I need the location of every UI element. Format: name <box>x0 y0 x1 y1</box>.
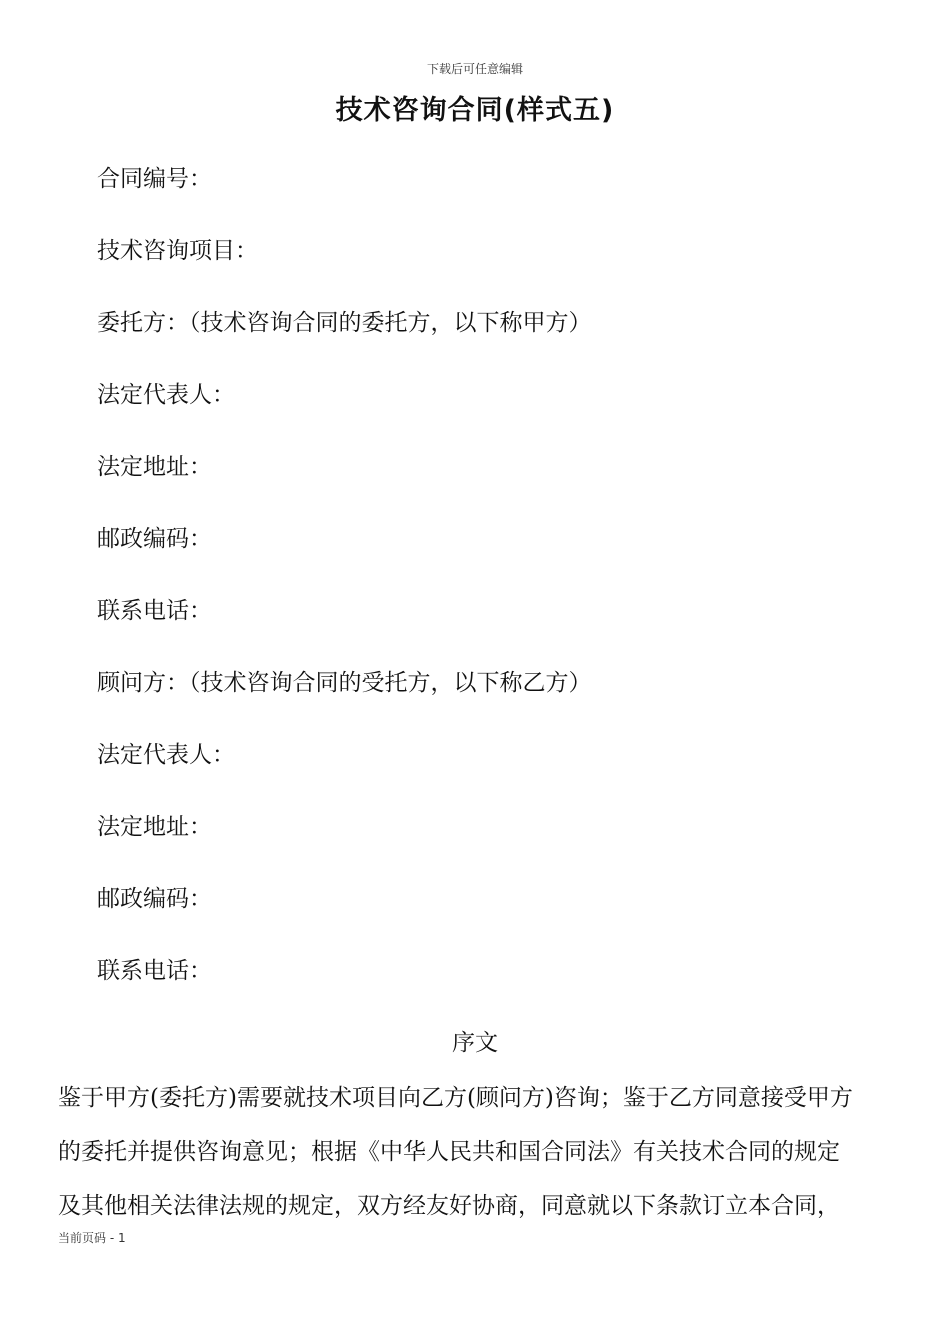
preamble-paragraph <box>58 1071 888 1233</box>
field-client-legal-representative: 法定代表人： <box>97 382 235 408</box>
field-consultant: 顾问方：（技术咨询合同的受托方，以下称乙方） <box>97 670 592 696</box>
field-consultant-postal-code: 邮政编码： <box>97 886 212 912</box>
field-client: 委托方：（技术咨询合同的委托方，以下称甲方） <box>97 310 592 336</box>
field-consultant-legal-address: 法定地址： <box>97 814 212 840</box>
preamble-line: 及其他相关法律法规的规定，双方经友好协商，同意就以下条款订立本合同， <box>58 1193 840 1219</box>
section-heading-preamble: 序文 <box>452 1030 498 1056</box>
document-title: 技术咨询合同(样式五) <box>335 95 615 126</box>
preamble-line: 的委托并提供咨询意见；根据《中华人民共和国合同法》有关技术合同的规定 <box>58 1139 840 1165</box>
field-client-postal-code: 邮政编码： <box>97 526 212 552</box>
header-note: 下载后可任意编辑 <box>426 62 523 76</box>
field-consultant-phone: 联系电话： <box>97 958 212 984</box>
field-consulting-project: 技术咨询项目： <box>97 238 258 264</box>
page-number-footer: 当前页码 - 1 <box>58 1231 126 1245</box>
field-client-phone: 联系电话： <box>97 598 212 624</box>
field-client-legal-address: 法定地址： <box>97 454 212 480</box>
field-contract-number: 合同编号： <box>97 166 212 192</box>
field-consultant-legal-representative: 法定代表人： <box>97 742 235 768</box>
preamble-line: 鉴于甲方(委托方)需要就技术项目向乙方(顾问方)咨询；鉴于乙方同意接受甲方 <box>58 1085 853 1111</box>
contract-fields <box>97 160 592 1024</box>
